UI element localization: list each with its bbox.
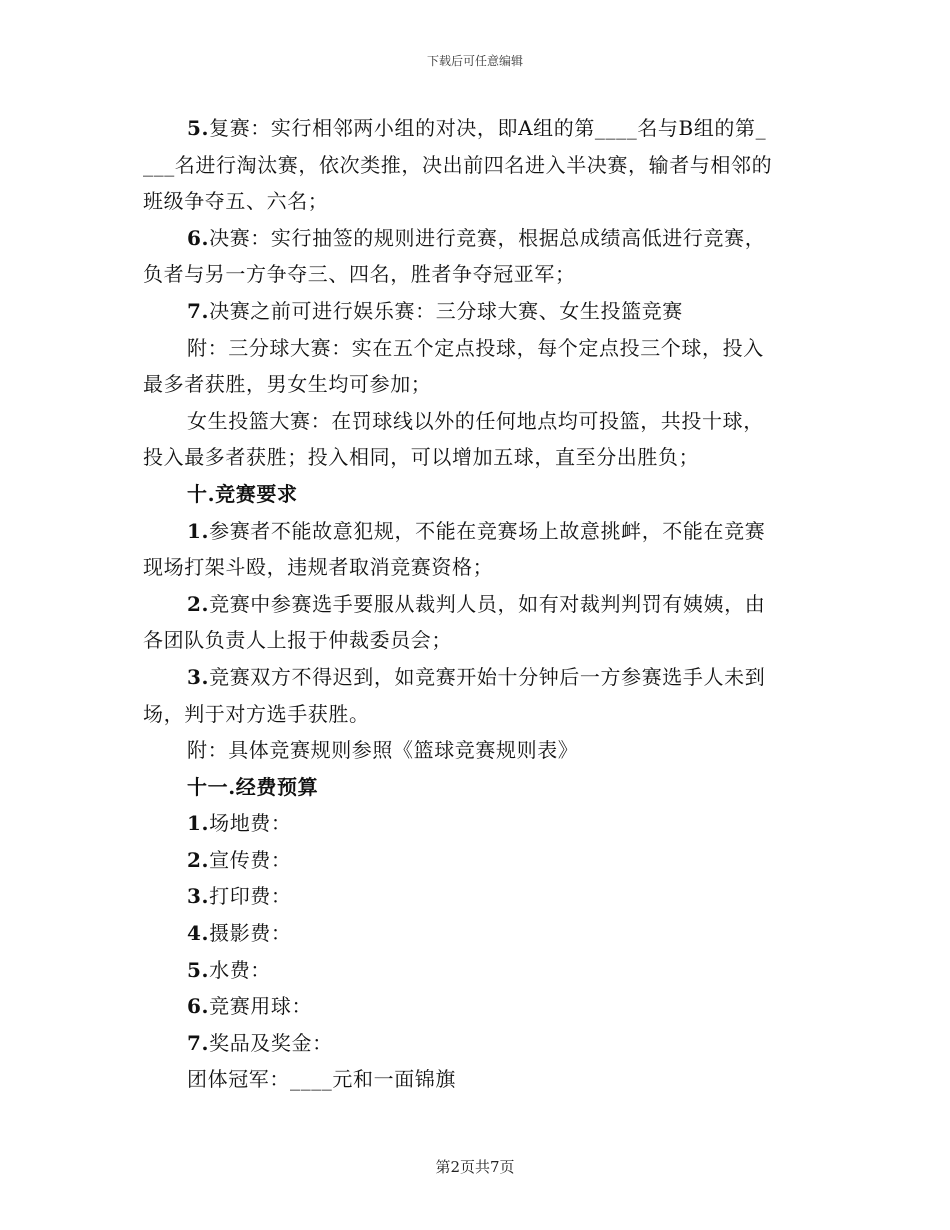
line-text: 场，判于对方选手获胜。 [143,701,370,726]
line-text: 竞赛用球： [209,994,313,1019]
paragraph-line [143,1061,808,1098]
line-text: 宣传费： [209,847,292,872]
paragraph-line [143,696,808,733]
paragraph-line [143,256,808,293]
paragraph-line [143,147,808,184]
line-text: 场地费： [209,811,292,836]
item-number: 7. [187,298,210,323]
page-header: 下载后可任意编辑 [426,54,523,68]
paragraph-line [143,659,808,696]
paragraph-line [143,293,808,330]
item-number: 5. [187,957,210,982]
paragraph-line [143,549,808,586]
line-text: 附：三分球大赛：实在五个定点投球，每个定点投三个球，投入 [187,335,764,360]
paragraph-line [143,183,808,220]
section-heading [143,476,808,513]
paragraph-line [143,330,808,367]
page-footer: 第2页共7页 [435,1158,515,1176]
line-text: 竞赛中参赛选手要服从裁判人员，如有对裁判判罚有姨姨，由 [209,591,766,616]
line-text: 复赛：实行相邻两小组的对决，即A组的第____名与B组的第_ [209,116,767,140]
line-text: 各团队负责人上报于仲裁委员会； [143,628,452,653]
paragraph-line [143,622,808,659]
item-number: 3. [187,884,210,909]
item-number: 4. [187,921,210,946]
paragraph-line [143,842,808,879]
line-text: 附：具体竞赛规则参照《篮球竞赛规则表》 [187,738,579,763]
paragraph-line [143,915,808,952]
line-text: 现场打架斗殴，违规者取消竞赛资格； [143,555,494,580]
item-number: 6. [187,994,210,1019]
paragraph-line [143,403,808,440]
paragraph-line [143,952,808,989]
paragraph-line [143,220,808,257]
line-text: ___名进行淘汰赛，依次类推，决出前四名进入半决赛，输者与相邻的 [143,152,773,177]
line-text: 参赛者不能故意犯规，不能在竞赛场上故意挑衅，不能在竞赛 [209,518,766,543]
item-number: 1. [187,811,210,836]
item-number: 2. [187,847,210,872]
item-number: 1. [187,518,210,543]
item-number: 6. [187,225,210,250]
line-text: 打印费： [209,884,292,909]
paragraph-line [143,1025,808,1062]
document-body [143,110,808,1098]
line-text: 团体冠军：____元和一面锦旗 [187,1067,456,1092]
paragraph-line [143,878,808,915]
item-number: 7. [187,1030,210,1055]
line-text: 竞赛双方不得迟到，如竞赛开始十分钟后一方参赛选手人未到 [209,664,766,689]
item-number: 5. [187,116,210,140]
section-heading [143,769,808,806]
paragraph-line [143,586,808,623]
item-number: 2. [187,591,210,616]
paragraph-line [143,366,808,403]
line-text: 决赛：实行抽签的规则进行竞赛，根据总成绩高低进行竞赛， [209,225,766,250]
line-text: 女生投篮大赛：在罚球线以外的任何地点均可投篮，共投十球， [187,408,764,433]
line-text: 最多者获胜，男女生均可参加； [143,372,432,397]
line-text: 水费： [209,957,271,982]
line-text: 十.竞赛要求 [187,481,298,506]
paragraph-line [143,110,808,147]
line-text: 决赛之前可进行娱乐赛：三分球大赛、女生投篮竞赛 [209,298,683,323]
paragraph-line [143,988,808,1025]
line-text: 投入最多者获胜；投入相同，可以增加五球，直至分出胜负； [143,445,700,470]
paragraph-line [143,805,808,842]
paragraph-line [143,439,808,476]
line-text: 奖品及奖金： [209,1030,333,1055]
line-text: 负者与另一方争夺三、四名，胜者争夺冠亚军； [143,262,576,287]
line-text: 十一.经费预算 [187,774,319,799]
line-text: 摄影费： [209,921,292,946]
paragraph-line [143,732,808,769]
paragraph-line [143,513,808,550]
line-text: 班级争夺五、六名； [143,189,329,214]
item-number: 3. [187,664,210,689]
